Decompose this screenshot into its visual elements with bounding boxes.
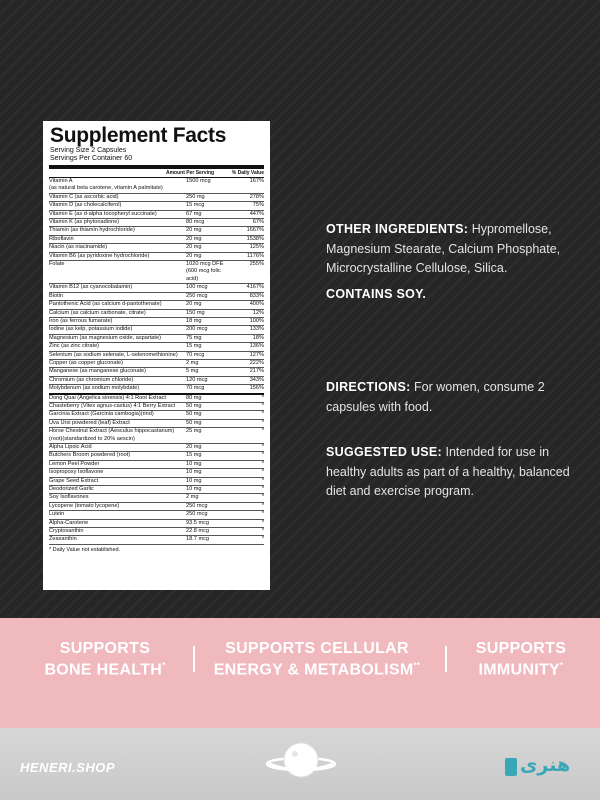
- nutrient-daily-value: 12%: [252, 309, 264, 316]
- benefit-line2: BONE HEALTH: [44, 661, 163, 679]
- nutrient-name: Cryptoxanthin: [49, 528, 84, 535]
- table-row: [49, 310, 264, 318]
- table-row: [49, 536, 264, 544]
- nutrient-amount: 100 mcg: [186, 284, 208, 291]
- nutrient-amount: 50 mg: [186, 411, 202, 418]
- benefit-line1: SUPPORTS: [59, 640, 151, 657]
- nutrient-name: Vitamin A (as natural beta carotene, vitamin A palmitate): [49, 178, 163, 192]
- table-row: [49, 227, 264, 235]
- nutrient-amount: 120 mcg: [186, 376, 208, 383]
- suggested-use-label: SUGGESTED USE:: [326, 445, 443, 459]
- suggested-use-text: Intended for use in healthy adults as part of a healthy, balanced diet and exercise program.: [326, 445, 570, 498]
- benefit-cellular-energy: [212, 640, 422, 678]
- nutrient-amount: 10 mg: [186, 469, 202, 476]
- table-row: [49, 461, 264, 469]
- nutrient-daily-value: 156%: [249, 385, 264, 392]
- table-row: [49, 352, 264, 360]
- nutrient-daily-value: *: [261, 402, 264, 409]
- nutrient-name: Uva Ursi powdered (leaf) Extract: [49, 419, 130, 426]
- shop-logo-badge: [505, 758, 517, 776]
- table-row: [49, 244, 264, 252]
- watermark-text: HENERI.SHOP: [20, 760, 116, 775]
- table-row: [49, 326, 264, 334]
- nutrient-amount: 20 mg: [186, 252, 202, 259]
- nutrient-name: Biotin: [49, 292, 63, 299]
- table-row: [49, 178, 264, 194]
- nutrient-amount: 20 mg: [186, 444, 202, 450]
- nutrient-name: Zeaxanthin: [49, 536, 77, 543]
- benefit-divider: [445, 646, 447, 672]
- nutrient-daily-value: 133%: [249, 326, 264, 333]
- table-row: [49, 494, 264, 502]
- nutrient-name: Thiamin (as thiamin hydrochloride): [49, 227, 135, 234]
- nutrient-name: Garcinia Extract (Garcinia cambogia)(rind): [49, 411, 154, 418]
- nutrient-daily-value: 4167%: [246, 284, 264, 291]
- table-row: [49, 293, 264, 301]
- nutrient-daily-value: 136%: [249, 343, 264, 350]
- nutrient-daily-value: *: [261, 419, 264, 426]
- nutrient-name: Vitamin B12 (as cyanocobalamin): [49, 284, 133, 291]
- nutrient-amount: 1500 mcg: [186, 178, 211, 184]
- nutrient-amount: 5 mg: [186, 368, 199, 375]
- nutrient-daily-value: 125%: [249, 244, 264, 251]
- table-row: [49, 403, 264, 411]
- nutrient-name: Alpha Lipoic Acid: [49, 444, 92, 450]
- benefit-bone-health: [38, 640, 172, 678]
- benefit-line1: SUPPORTS CELLULAR: [225, 640, 409, 657]
- directions-label: DIRECTIONS:: [326, 380, 411, 394]
- nutrient-daily-value: 1538%: [246, 235, 264, 242]
- table-row: [49, 520, 264, 528]
- nutrient-name: Manganese (as manganese gluconate): [49, 368, 147, 375]
- table-row: [49, 444, 264, 452]
- nutrient-daily-value: 278%: [249, 193, 264, 200]
- benefit-divider: [193, 646, 195, 672]
- nutrient-name: Calcium (as calcium carbonate, citrate): [49, 309, 146, 316]
- benefit-line2: IMMUNITY: [478, 661, 561, 679]
- benefit-mark: *: [560, 661, 564, 670]
- nutrient-daily-value: 167%: [249, 178, 264, 184]
- nutrient-name: Alpha-Carotene: [49, 519, 89, 526]
- benefit-line1: SUPPORTS: [475, 640, 567, 657]
- nutrient-daily-value: *: [261, 460, 264, 467]
- amount-column-header: Amount Per Serving: [166, 170, 215, 176]
- nutrient-name: Horse Chestnut Extract (Aesculus hippocastanum) (root)(standardized to 20% aescin): [49, 428, 175, 442]
- nutrient-daily-value: *: [261, 428, 264, 435]
- nutrient-amount: 15 mg: [186, 452, 202, 459]
- nutrient-daily-value: *: [261, 452, 264, 459]
- nutrient-daily-value: 67%: [252, 219, 264, 226]
- nutrient-daily-value: *: [261, 519, 264, 526]
- other-ingredients: [326, 220, 586, 279]
- nutrient-amount: 15 mg: [186, 343, 202, 350]
- nutrient-amount: 250 mcg: [186, 511, 208, 518]
- contains-soy-text: CONTAINS SOY.: [326, 287, 427, 301]
- nutrient-amount: 22.8 mcg: [186, 528, 210, 535]
- nutrient-daily-value: 75%: [252, 202, 264, 209]
- nutrient-name: Iodine (as kelp, potassium iodide): [49, 326, 133, 333]
- suggested-use: [326, 443, 586, 502]
- nutrient-name: Vitamin D (as cholecalciferol): [49, 202, 122, 209]
- nutrient-name: Vitamin C (as ascorbic acid): [49, 193, 119, 200]
- table-row: [49, 469, 264, 477]
- nutrient-amount: 80 mcg: [186, 219, 205, 226]
- nutrient-amount: 18 mg: [186, 317, 202, 324]
- nutrient-amount: 2 mg: [186, 494, 199, 501]
- facts-column-header: [49, 169, 264, 178]
- nutrient-name: Lutein: [49, 511, 65, 518]
- table-row: [49, 486, 264, 494]
- table-row: [49, 420, 264, 428]
- nutrient-amount: 70 mcg: [186, 385, 205, 392]
- nutrient-daily-value: 100%: [249, 317, 264, 324]
- nutrient-amount: 50 mg: [186, 402, 202, 409]
- benefit-mark: **: [413, 661, 421, 670]
- nutrient-name: Zinc (as zinc citrate): [49, 343, 100, 350]
- nutrient-amount: 20 mg: [186, 235, 202, 242]
- nutrient-name: Grape Seed Extract: [49, 477, 99, 484]
- shop-logo-text: هنری: [520, 754, 571, 776]
- nutrient-name: Iron (as ferrous fumarate): [49, 317, 113, 324]
- nutrient-amount: 80 mg: [186, 394, 202, 401]
- table-row: [49, 428, 264, 444]
- nutrient-amount: 250 mcg: [186, 292, 208, 299]
- nutrient-daily-value: 127%: [249, 351, 264, 358]
- directions-text: For women, consume 2 capsules with food.: [326, 380, 545, 414]
- nutrient-daily-value: *: [261, 486, 264, 493]
- table-row: [49, 253, 264, 261]
- other-ingredients-label: OTHER INGREDIENTS:: [326, 222, 469, 236]
- contains-soy: [326, 285, 586, 305]
- table-row: [49, 301, 264, 309]
- nutrient-amount: 2 mg: [186, 359, 199, 366]
- nutrient-amount: 10 mg: [186, 477, 202, 484]
- nutrient-name: Copper (as copper gluconate): [49, 359, 124, 366]
- nutrient-amount: 18.7 mcg: [186, 536, 210, 543]
- nutrient-amount: 150 mg: [186, 309, 205, 316]
- nutrient-daily-value: 447%: [249, 210, 264, 217]
- supplement-facts-panel: [43, 121, 270, 590]
- nutrient-name: Chasteberry (Vitex agnus-castus) 4:1 Berry Extract: [49, 402, 176, 409]
- benefit-immunity: [462, 640, 580, 678]
- nutrient-amount: 20 mg: [186, 244, 202, 251]
- nutrient-daily-value: *: [261, 528, 264, 535]
- nutrient-amount: 70 mcg: [186, 351, 205, 358]
- table-row: [49, 385, 264, 394]
- table-row: [49, 452, 264, 460]
- nutrient-name: Isopropoxy Isoflavone: [49, 469, 104, 476]
- nutrient-daily-value: 833%: [249, 292, 264, 299]
- nutrient-name: Lycopene (tomato lycopene): [49, 502, 120, 509]
- nutrient-daily-value: *: [261, 477, 264, 484]
- nutrient-amount: 250 mcg: [186, 502, 208, 509]
- nutrient-name: Molybdenum (as sodium molybdate): [49, 385, 140, 392]
- nutrient-daily-value: 343%: [249, 376, 264, 383]
- nutrient-name: Vitamin E (as d-alpha tocopheryl succinate): [49, 210, 157, 217]
- nutrient-name: Selenium (as sodium selenate, L-selenomethionine): [49, 351, 178, 358]
- table-row: [49, 236, 264, 244]
- nutrient-daily-value: *: [261, 494, 264, 501]
- supplement-facts-title: Supplement Facts: [50, 124, 227, 147]
- nutrient-daily-value: *: [261, 444, 264, 450]
- nutrient-daily-value: *: [261, 502, 264, 509]
- planet-logo-icon: [265, 734, 337, 788]
- directions: [326, 378, 586, 417]
- servings-per-container: Servings Per Container 60: [50, 155, 133, 162]
- benefit-line2: ENERGY & METABOLISM: [213, 661, 414, 679]
- table-row: [49, 360, 264, 368]
- table-row: [49, 528, 264, 536]
- nutrient-name: Riboflavin: [49, 235, 74, 242]
- footer: [0, 728, 600, 800]
- table-row: [49, 511, 264, 519]
- nutrient-daily-value: 217%: [249, 368, 264, 375]
- table-row: [49, 377, 264, 385]
- nutrient-daily-value: *: [261, 411, 264, 418]
- nutrient-daily-value: *: [261, 394, 264, 401]
- nutrient-daily-value: 1176%: [246, 252, 264, 259]
- nutrient-amount: 20 mg: [186, 301, 202, 308]
- table-row: [49, 343, 264, 351]
- nutrient-amount: 93.5 mcg: [186, 519, 210, 526]
- nutrient-daily-value: 222%: [249, 359, 264, 366]
- nutrient-name: Magnesium (as magnesium oxide, aspartate): [49, 334, 161, 341]
- nutrient-daily-value: *: [261, 469, 264, 476]
- daily-value-column-header: % Daily Value: [231, 170, 264, 176]
- table-row: [49, 194, 264, 202]
- shop-logo: [505, 748, 571, 788]
- table-row: [49, 211, 264, 219]
- nutrient-amount: 1020 mcg DFE (600 mcg folic acid): [186, 261, 224, 282]
- table-row: [49, 261, 264, 284]
- nutrient-name: Niacin (as niacinamide): [49, 244, 108, 251]
- nutrient-name: Dong Quai (Angelica sinensis) 4:1 Root Extract: [49, 394, 166, 401]
- nutrient-amount: 10 mg: [186, 460, 202, 467]
- nutrient-amount: 67 mg: [186, 210, 202, 217]
- table-row: [49, 411, 264, 419]
- benefits-band: [0, 618, 600, 728]
- nutrient-daily-value: *: [261, 536, 264, 543]
- nutrient-daily-value: 400%: [249, 301, 264, 308]
- table-row: [49, 335, 264, 343]
- table-row: [49, 395, 264, 403]
- nutrient-name: Vitamin K (as phytonadione): [49, 219, 120, 226]
- nutrient-amount: 200 mcg: [186, 326, 208, 333]
- nutrient-name: Chromium (as chromium chloride): [49, 376, 134, 383]
- nutrient-amount: 20 mg: [186, 227, 202, 234]
- nutrient-amount: 10 mg: [186, 486, 202, 493]
- serving-size: Serving Size 2 Capsules: [50, 147, 127, 154]
- table-row: [49, 478, 264, 486]
- other-ingredients-text: Hypromellose, Magnesium Stearate, Calcium Phosphate, Microcrystalline Cellulose, Silica.: [326, 222, 561, 275]
- nutrient-amount: 250 mg: [186, 193, 205, 200]
- table-row: [49, 368, 264, 376]
- table-row: [49, 284, 264, 292]
- nutrient-name: Butchers Broom powdered (root): [49, 452, 131, 459]
- nutrient-name: Deodorized Garlic: [49, 486, 94, 493]
- nutrient-amount: 50 mg: [186, 419, 202, 426]
- footnote: * Daily Value not established.: [49, 546, 121, 553]
- benefit-mark: *: [162, 661, 166, 670]
- nutrient-amount: 15 mcg: [186, 202, 205, 209]
- nutrient-daily-value: 18%: [252, 334, 264, 341]
- nutrient-amount: 25 mg: [186, 428, 202, 435]
- nutrient-name: Soy Isoflavones: [49, 494, 89, 501]
- nutrient-daily-value: 1667%: [246, 227, 264, 234]
- table-row: [49, 202, 264, 210]
- nutrient-name: Pantothenic Acid (as calcium d-pantothenate): [49, 301, 162, 308]
- nutrient-name: Folate: [49, 261, 65, 268]
- nutrient-amount: 75 mg: [186, 334, 202, 341]
- facts-table-body: [49, 178, 264, 545]
- nutrient-name: Vitamin B6 (as pyridoxine hydrochloride): [49, 252, 150, 259]
- table-row: [49, 503, 264, 511]
- table-row: [49, 318, 264, 326]
- nutrient-daily-value: 255%: [249, 261, 264, 268]
- nutrient-name: Lemon Peel Powder: [49, 460, 100, 467]
- table-row: [49, 219, 264, 227]
- nutrient-daily-value: *: [261, 511, 264, 518]
